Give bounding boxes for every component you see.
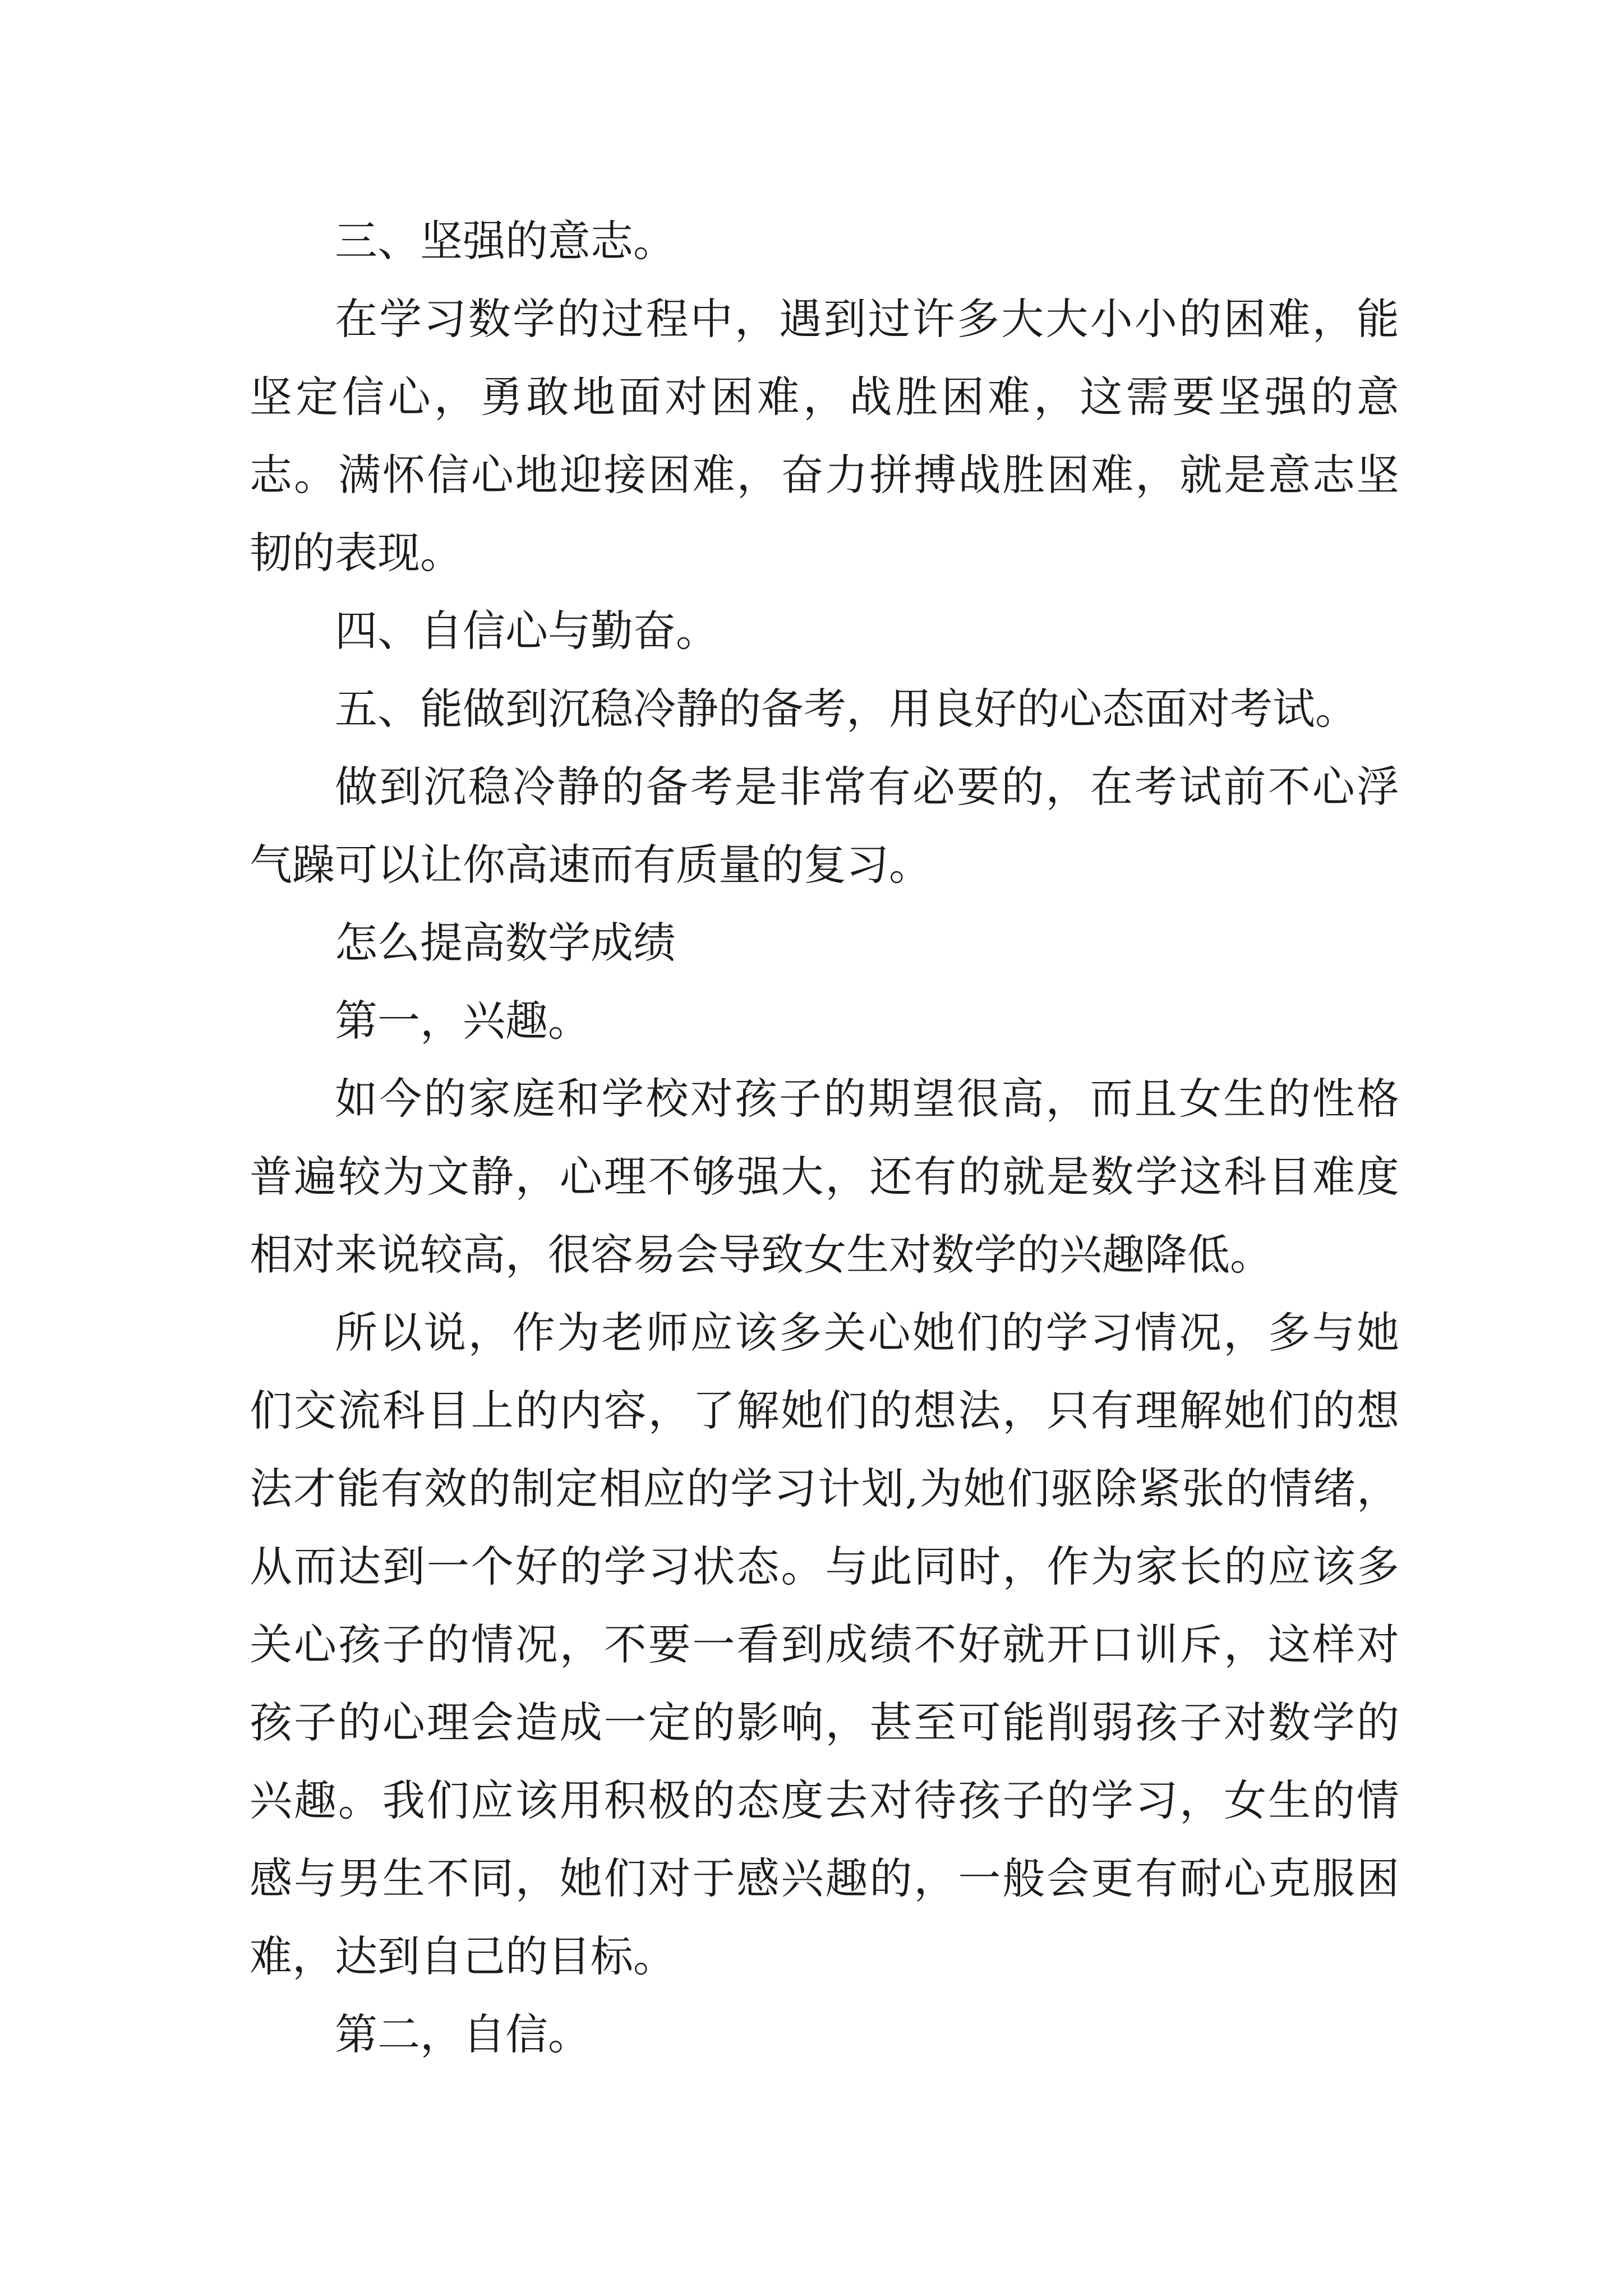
section-heading-self-confidence: 第二，自信。	[335, 2009, 591, 2059]
paragraph-interest-1: 如今的家庭和学校对孩子的期望很高，而且女生的性格普遍较为文静，心理不够强大，还有的就是数学这科目难度相对来说较高，很容易会导致女生对数学的兴趣降低。	[250, 1074, 1399, 1280]
paragraph-willpower: 在学习数学的过程中，遇到过许多大大小小的困难，能坚定信心，勇敢地面对困难，战胜困难，这需要坚强的意志。满怀信心地迎接困难，奋力拼搏战胜困难，就是意志坚韧的表现。	[250, 294, 1399, 578]
paragraph-calm-preparation: 做到沉稳冷静的备考是非常有必要的，在考试前不心浮气躁可以让你高速而有质量的复习。	[250, 762, 1399, 890]
document-body	[250, 202, 1399, 2073]
subtitle-improve-math: 怎么提高数学成绩	[335, 918, 676, 968]
section-heading-interest: 第一，兴趣。	[335, 996, 591, 1046]
section-heading-confidence-diligence: 四、自信心与勤奋。	[335, 606, 718, 656]
section-heading-willpower: 三、坚强的意志。	[335, 216, 676, 266]
paragraph-interest-2: 所以说，作为老师应该多关心她们的学习情况，多与她们交流科目上的内容，了解她们的想法，只有理解她们的想法才能有效的制定相应的学习计划,为她们驱除紧张的情绪，从而达到一个好的学习状态。与此同时，作为家长的应该多关心孩子的情况，不要一看到成绩不好就开口训斥，这样对孩子的心理会造成一定的影响，甚至可能削弱孩子对数学的兴趣。我们应该用积极的态度去对待孩子的学习，女生的情感与男生不同，她们对于感兴趣的，一般会更有耐心克服困难，达到自己的目标。	[250, 1308, 1399, 1981]
section-heading-calm-preparation: 五、能做到沉稳冷静的备考，用良好的心态面对考试。	[335, 684, 1358, 734]
